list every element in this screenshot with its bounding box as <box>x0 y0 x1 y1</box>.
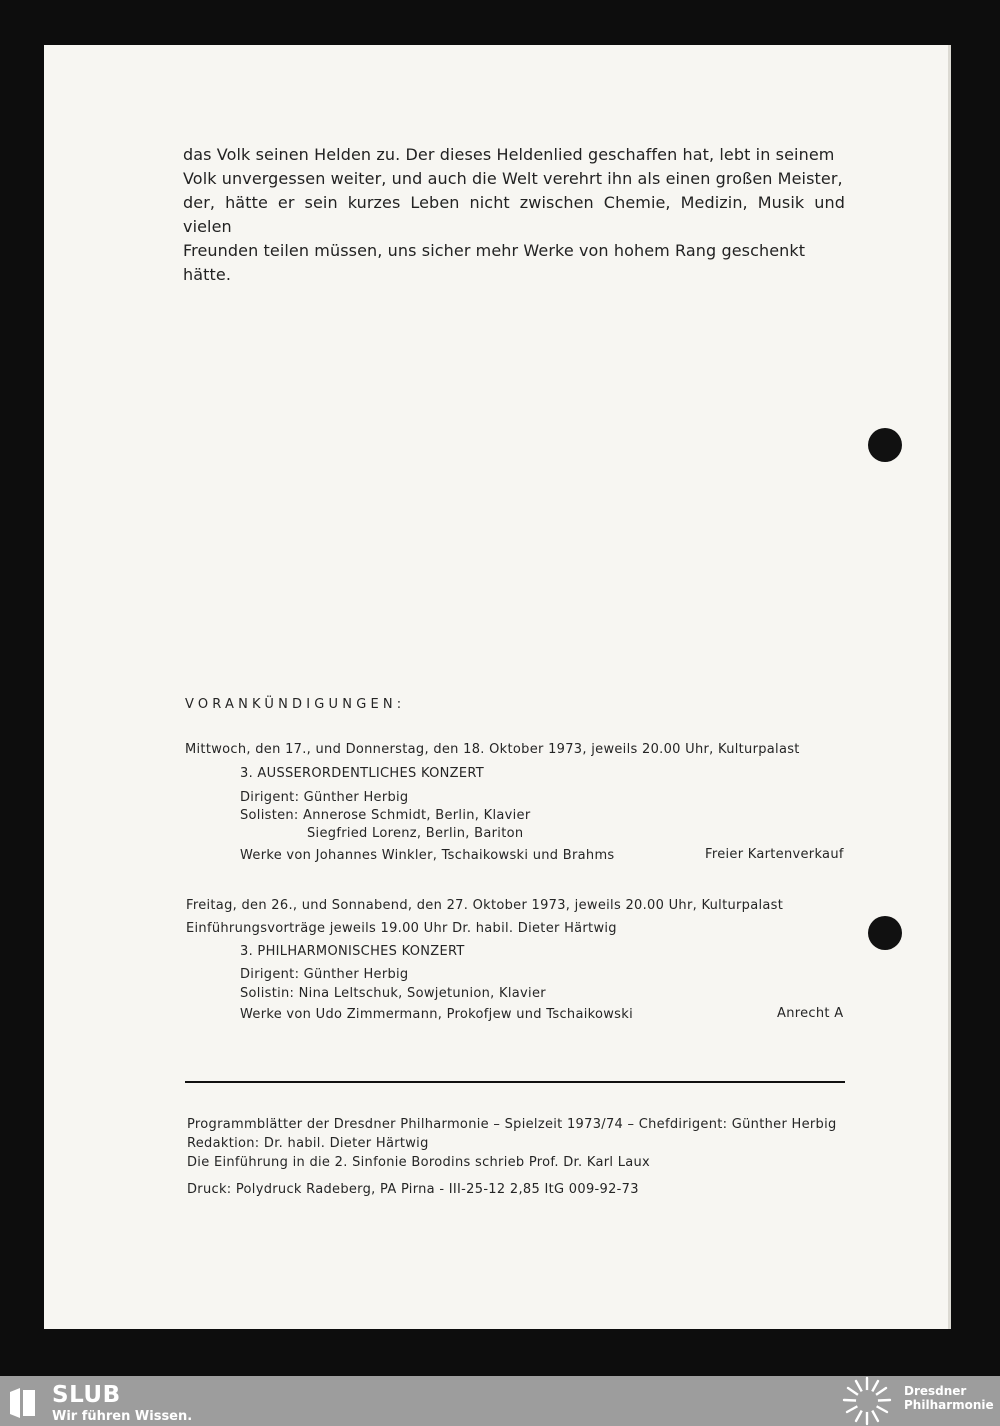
imprint-line: Redaktion: Dr. habil. Dieter Härtwig <box>187 1136 429 1151</box>
concert2-title: 3. PHILHARMONISCHES KONZERT <box>240 944 465 959</box>
imprint-line: Druck: Polydruck Radeberg, PA Pirna - III-25-12 2,85 ItG 009-92-73 <box>187 1182 639 1197</box>
concert2-date: Freitag, den 26., und Sonnabend, den 27. Oktober 1973, jeweils 20.00 Uhr, Kulturpalast <box>186 898 784 913</box>
slub-title: SLUB <box>52 1382 121 1408</box>
intro-line: hätte. <box>183 265 232 284</box>
concert2-works: Werke von Udo Zimmermann, Prokofjew und Tschaikowski <box>240 1007 633 1022</box>
punch-hole <box>868 428 902 462</box>
imprint-line: Die Einführung in die 2. Sinfonie Borodins schrieb Prof. Dr. Karl Laux <box>187 1155 651 1170</box>
slub-logo-icon <box>8 1386 38 1420</box>
concert1-soloist: Siegfried Lorenz, Berlin, Bariton <box>307 826 524 841</box>
imprint-line: Programmblätter der Dresdner Philharmonie – Spielzeit 1973/74 – Chefdirigent: Günther Herbig <box>187 1117 837 1132</box>
concert1-works: Werke von Johannes Winkler, Tschaikowski und Brahms <box>240 848 615 863</box>
concert1-ticket-note: Freier Kartenverkauf <box>705 847 844 862</box>
concert1-conductor: Dirigent: Günther Herbig <box>240 790 409 805</box>
announcements-heading: VORANKÜNDIGUNGEN: <box>185 697 406 712</box>
intro-line: Freunden teilen müssen, uns sicher mehr Werke von hohem Rang geschenkt <box>183 241 806 260</box>
punch-hole <box>868 916 902 950</box>
viewer-footer <box>0 1376 1000 1426</box>
philharmonie-name-line: Dresdner <box>904 1384 967 1398</box>
intro-line: das Volk seinen Helden zu. Der dieses Heldenlied geschaffen hat, lebt in seinem <box>183 145 835 164</box>
concert2-soloist: Solistin: Nina Leltschuk, Sowjetunion, Klavier <box>240 986 546 1001</box>
concert2-subscription: Anrecht A <box>777 1006 844 1021</box>
concert2-intro: Einführungsvorträge jeweils 19.00 Uhr Dr. habil. Dieter Härtwig <box>186 921 617 936</box>
philharmonie-name <box>904 1384 994 1412</box>
slub-subtitle: Wir führen Wissen. <box>52 1409 193 1424</box>
imprint <box>183 45 845 1245</box>
intro-line: der, hätte er sein kurzes Leben nicht zwischen Chemie, Medizin, Musik und vielen <box>183 193 845 236</box>
philharmonie-name-line: Philharmonie <box>904 1398 994 1412</box>
document-page <box>44 45 948 1329</box>
concert1-soloist: Solisten: Annerose Schmidt, Berlin, Klavier <box>240 808 531 823</box>
concert1-title: 3. AUSSERORDENTLICHES KONZERT <box>240 766 484 781</box>
concert2-conductor: Dirigent: Günther Herbig <box>240 967 409 982</box>
intro-line: Volk unvergessen weiter, und auch die Welt verehrt ihn als einen großen Meister, <box>183 169 843 188</box>
concert1-date: Mittwoch, den 17., und Donnerstag, den 18. Oktober 1973, jeweils 20.00 Uhr, Kulturpalast <box>185 742 800 757</box>
philharmonie-logo-icon <box>840 1376 894 1426</box>
page-edge <box>948 45 951 1329</box>
